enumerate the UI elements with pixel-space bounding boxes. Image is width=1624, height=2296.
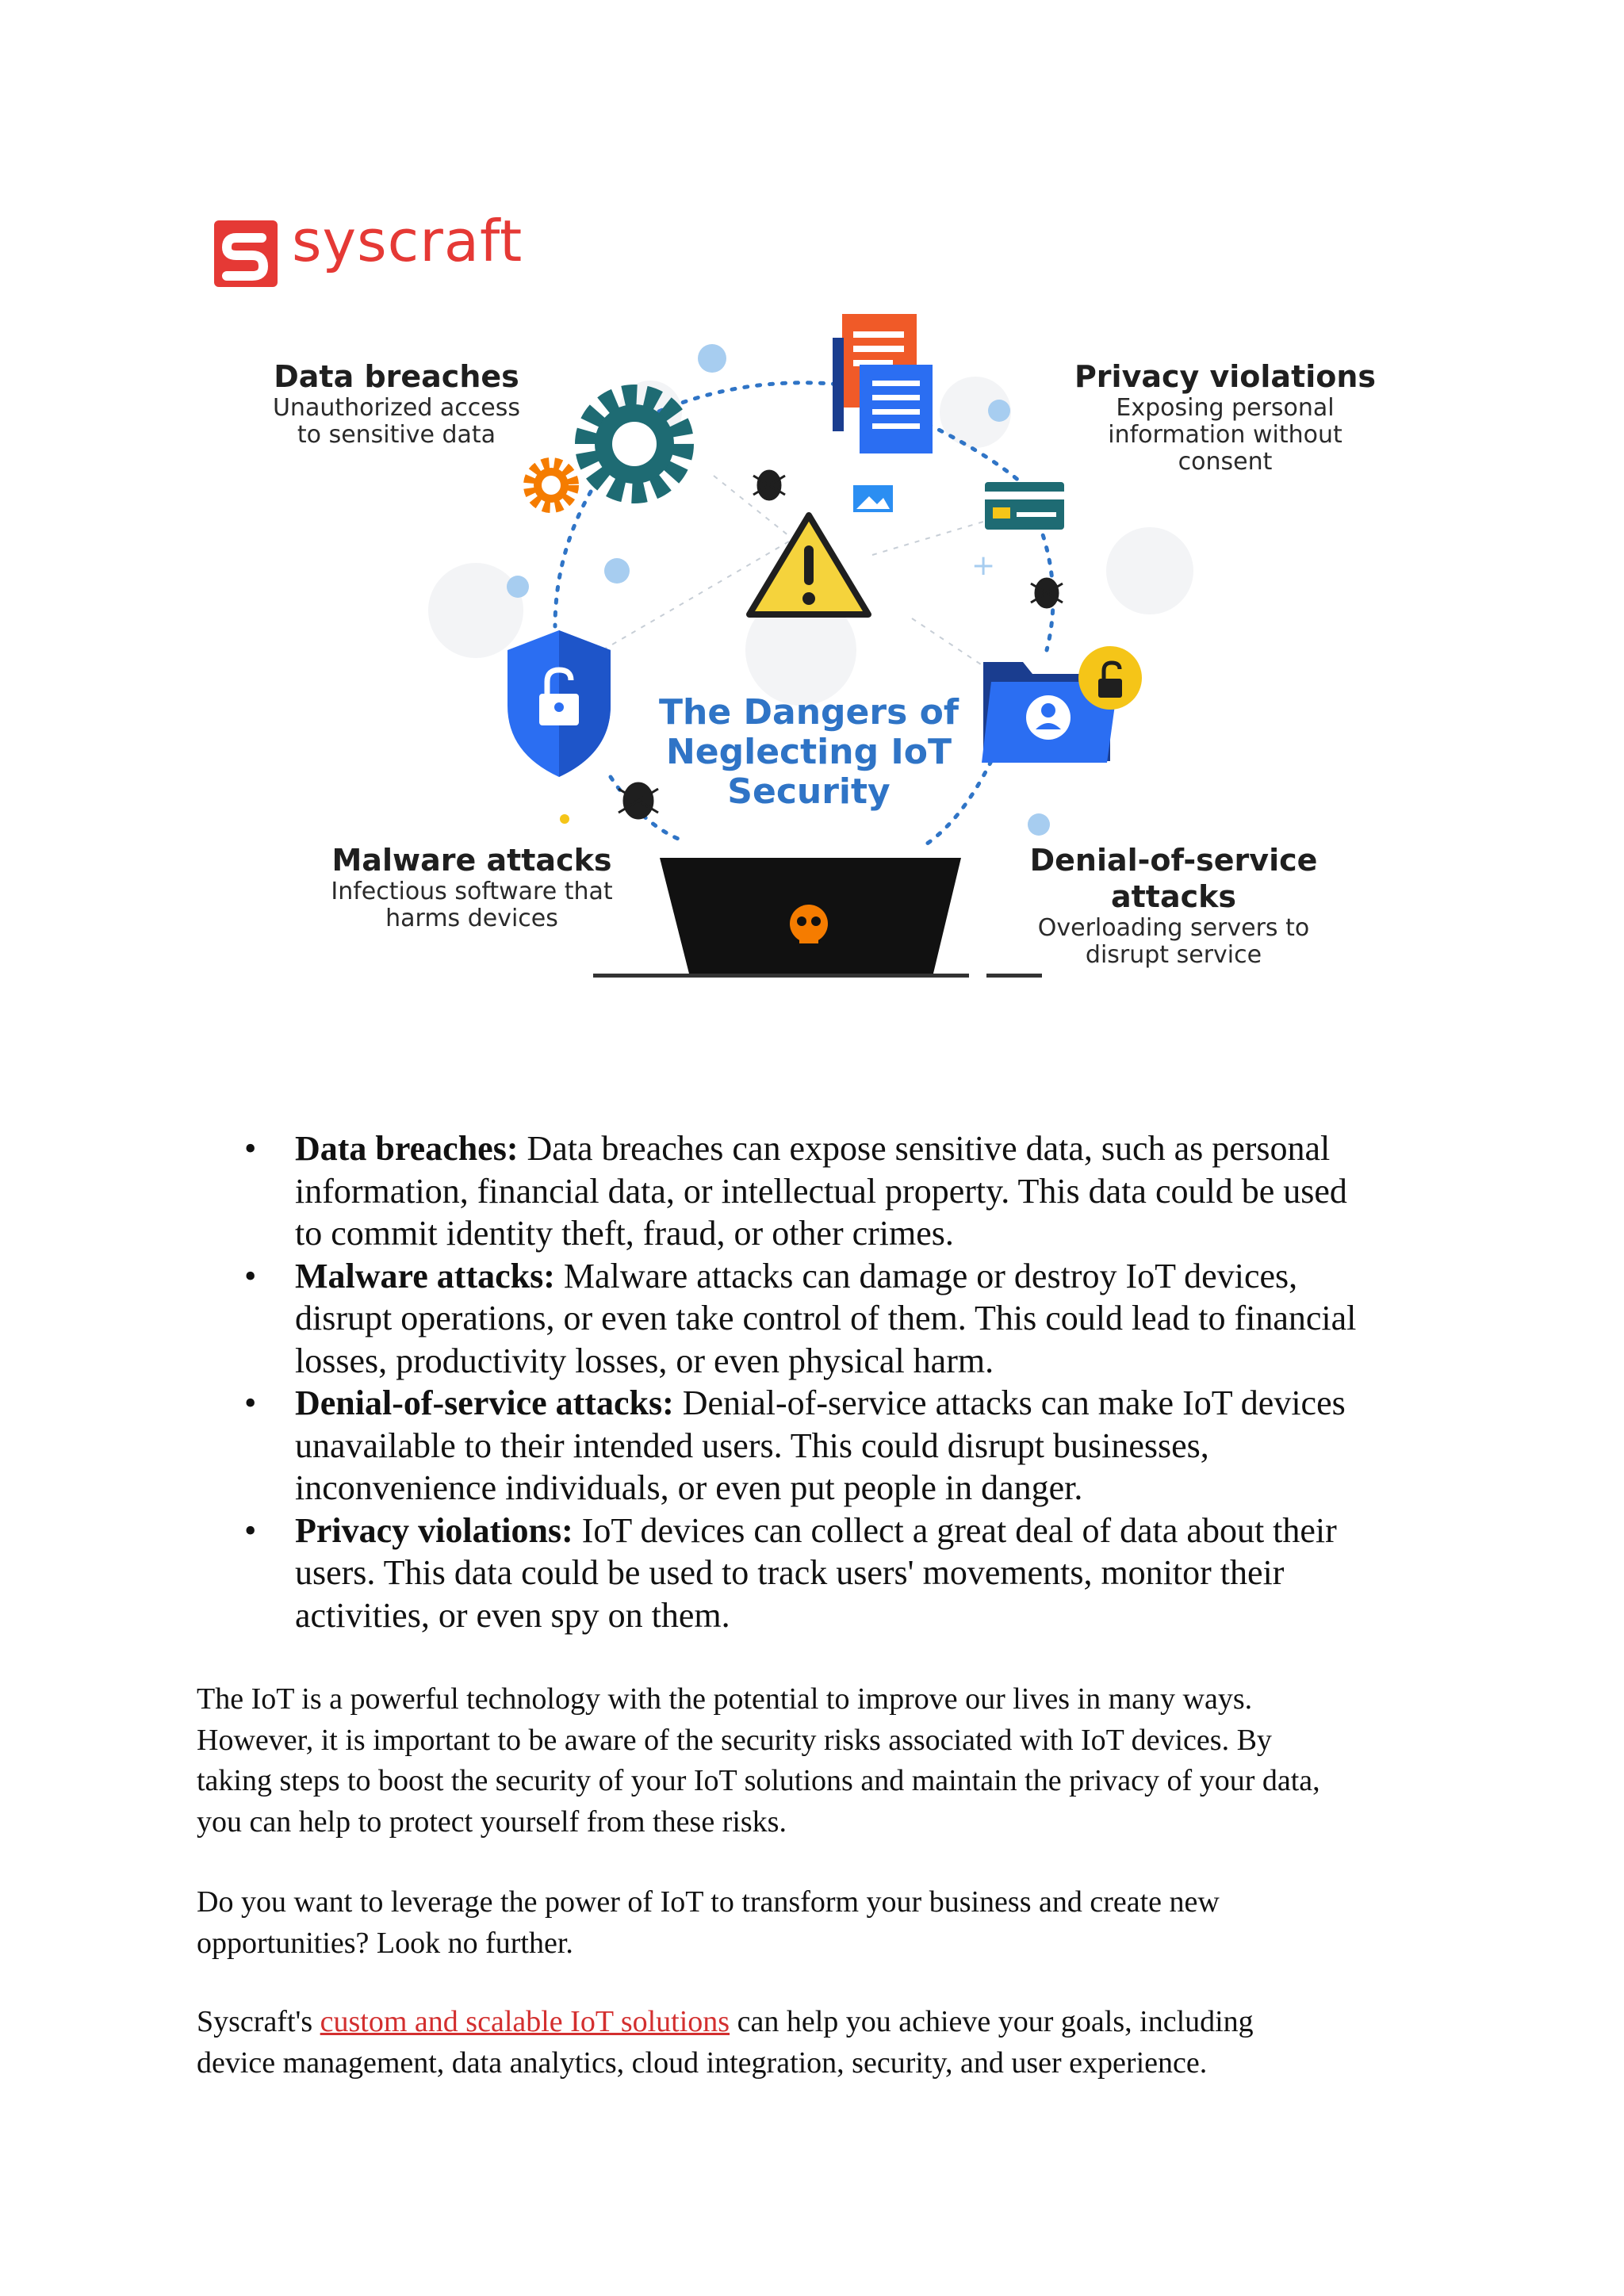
list-item <box>238 1510 1427 1637</box>
paragraph-line: However, it is important to be aware of the security risks associated with IoT devices. By <box>197 1723 1272 1757</box>
list-item-text: disrupt operations, or even take control of them. This could lead to financial <box>295 1299 1357 1337</box>
label-title: Data breaches <box>274 359 519 394</box>
label-desc-line: Overloading servers to <box>1037 914 1310 942</box>
paragraph-text: Syscraft's <box>197 2005 320 2038</box>
list-item-text: IoT devices can collect a great deal of data about their <box>573 1510 1337 1550</box>
risk-list <box>238 1127 1427 1636</box>
paragraph-text: can help you achieve your goals, including <box>730 2005 1254 2038</box>
credit-card-icon <box>985 482 1064 530</box>
title-line: The Dangers of <box>659 692 959 733</box>
brand-name: syscraft <box>292 208 523 274</box>
paragraph-line: taking steps to boost the security of your IoT solutions and maintain the privacy of your data, <box>197 1764 1320 1797</box>
label-desc-line: harms devices <box>385 905 558 932</box>
list-item <box>238 1255 1427 1383</box>
syscraft-logo-icon <box>214 220 278 287</box>
paragraph-line: device management, data analytics, cloud integration, security, and user experience. <box>197 2045 1208 2080</box>
label-title: Privacy violations <box>1074 359 1377 394</box>
list-item-text: to commit identity theft, fraud, or other crimes. <box>295 1214 954 1253</box>
paragraph-line: Do you want to leverage the power of IoT to transform your business and create new <box>197 1885 1220 1919</box>
list-item-text: Malware attacks can damage or destroy IoT devices, <box>554 1256 1298 1295</box>
label-malware-attacks <box>305 842 638 932</box>
unlock-icon <box>1078 646 1142 710</box>
label-desc-line: to sensitive data <box>297 421 496 449</box>
label-title: Denial-of-service attacks <box>1029 843 1318 914</box>
infographic-title <box>634 693 983 812</box>
infographic-art <box>0 0 1624 1031</box>
label-desc-line: Exposing personal <box>1116 394 1335 422</box>
paragraph-iot-intro <box>197 1679 1465 1843</box>
list-item <box>238 1127 1427 1255</box>
title-line: Security <box>727 771 891 812</box>
label-desc-line: Infectious software that <box>331 878 613 905</box>
label-title: Malware attacks <box>331 843 612 878</box>
list-item-text: losses, productivity losses, or even physical harm. <box>295 1341 994 1380</box>
paragraph-line: opportunities? Look no further. <box>197 1926 573 1960</box>
list-item-text: activities, or even spy on them. <box>295 1595 730 1635</box>
list-item-text: users. This data could be used to track users' movements, monitor their <box>295 1553 1285 1592</box>
label-desc-line: information without <box>1108 421 1342 449</box>
list-item-term: Privacy violations: <box>295 1510 573 1550</box>
list-item-text: Denial-of-service attacks can make IoT devices <box>673 1383 1346 1422</box>
list-item-term: Denial-of-service attacks: <box>295 1383 674 1422</box>
list-item-term: Data breaches: <box>295 1129 519 1168</box>
list-item-text: Data breaches can expose sensitive data, such as personal <box>518 1129 1331 1168</box>
label-desc-line: Unauthorized access <box>272 394 521 422</box>
label-desc-line: disrupt service <box>1085 941 1262 969</box>
title-line: Neglecting IoT <box>665 732 952 772</box>
iot-solutions-link[interactable]: custom and scalable IoT solutions <box>320 2005 730 2038</box>
document-icon <box>833 314 933 453</box>
infographic <box>0 0 1624 1031</box>
warning-icon <box>749 515 868 614</box>
label-data-breaches <box>238 358 555 449</box>
paragraph-solutions <box>197 2002 1465 2084</box>
list-item <box>238 1382 1427 1510</box>
list-item-text: inconvenience individuals, or even put people in danger. <box>295 1468 1083 1507</box>
label-dos-attacks <box>967 842 1380 969</box>
list-item-text: information, financial data, or intellectual property. This data could be used <box>295 1171 1347 1211</box>
paragraph-line: you can help to protect yourself from these risks. <box>197 1804 787 1839</box>
list-item-term: Malware attacks: <box>295 1256 555 1295</box>
label-desc-line: consent <box>1178 448 1273 476</box>
shield-lock-icon <box>508 630 611 777</box>
list-item-text: unavailable to their intended users. This could disrupt businesses, <box>295 1425 1209 1465</box>
label-privacy-violations <box>1067 358 1384 476</box>
paragraph-cta <box>197 1882 1465 1964</box>
paragraph-line: The IoT is a powerful technology with the potential to improve our lives in many ways. <box>197 1682 1253 1716</box>
svg-text:+: + <box>971 549 996 582</box>
